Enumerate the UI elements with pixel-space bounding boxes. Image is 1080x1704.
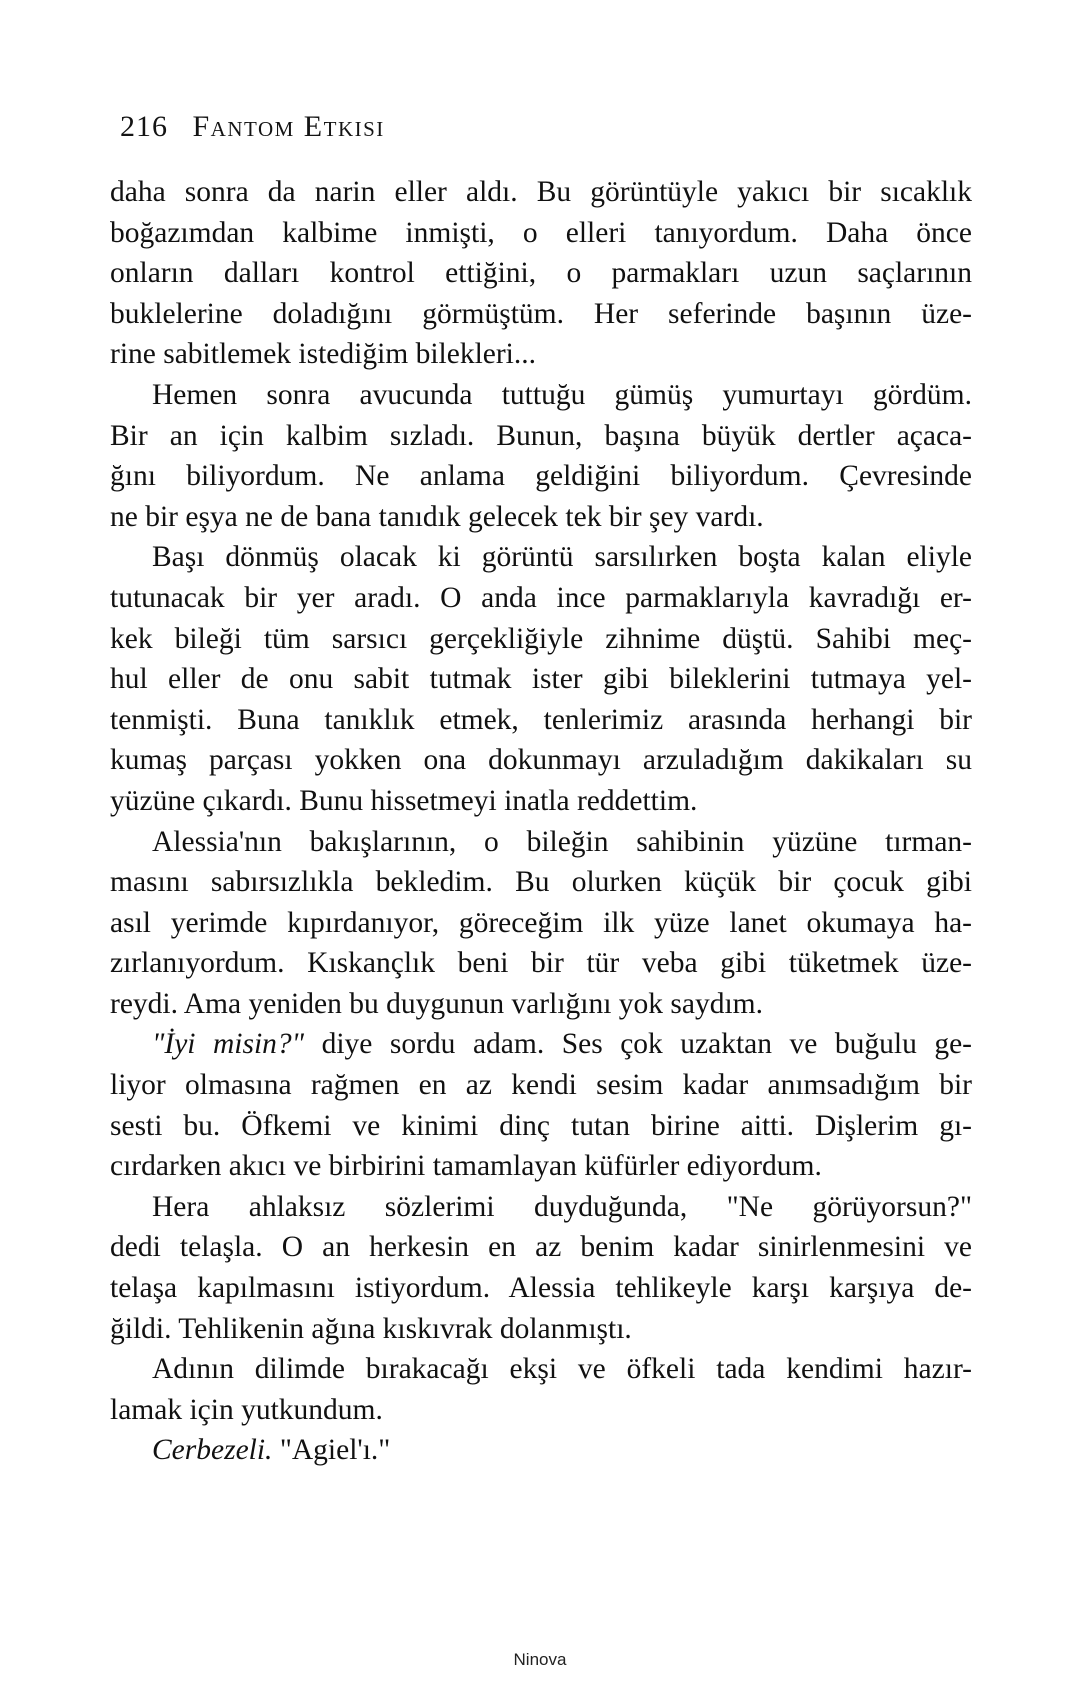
text-line: "İyi misin?" diye sordu adam. Ses çok uzaktan ve buğulu ge- — [152, 1028, 972, 1061]
text-line: dedi telaşla. O an herkesin en az benim kadar sinirlenmesini ve — [110, 1231, 972, 1264]
text-line: hul eller de onu sabit tutmak ister gibi bileklerini tutmaya yel- — [110, 663, 972, 696]
book-title: Fantom Etkisi — [192, 110, 385, 143]
text-line: sesti bu. Öfkemi ve kinimi dinç tutan birine aitti. Dişlerim gı- — [110, 1109, 972, 1142]
text-line: kek bileği tüm sarsıcı gerçekliğiyle zihnime düştü. Sahibi meç- — [110, 622, 972, 655]
page-number: 216 — [120, 110, 168, 143]
text-line: Adının dilimde bırakacağı ekşi ve öfkeli tada kendimi hazır- — [152, 1353, 972, 1386]
text-line: onların dalları kontrol ettiğini, o parmakları uzun saçlarının — [110, 257, 972, 290]
text-line: Hera ahlaksız sözlerimi duyduğunda, "Ne görüyorsun?" — [152, 1190, 972, 1223]
italic-word: Cerbezeli. — [152, 1434, 273, 1467]
text-line: Hemen sonra avucunda tuttuğu gümüş yumurtayı gördüm. — [152, 378, 972, 411]
running-head — [120, 110, 385, 144]
text-line: boğazımdan kalbime inmişti, o elleri tanıyordum. Daha önce — [110, 216, 972, 249]
text-line: Başı dönmüş olacak ki görüntü sarsılırken boşta kalan eliyle — [152, 541, 972, 574]
text-line: Bir an için kalbim sızladı. Bunun, başına büyük dertler açaca- — [110, 419, 972, 452]
italic-quote: "İyi misin?" — [152, 1028, 305, 1061]
text-line: tenmişti. Buna tanıklık etmek, tenlerimiz arasında herhangi bir — [110, 703, 972, 736]
text-line: lamak için yutkundum. — [110, 1393, 383, 1426]
text-line: buklelerine doladığını görmüştüm. Her seferinde başının üze- — [110, 297, 972, 330]
text-line: kumaş parçası yokken ona dokunmayı arzuladığım dakikaları su — [110, 744, 972, 777]
text-line: telaşa kapılmasını istiyordum. Alessia tehlikeyle karşı karşıya de- — [110, 1272, 972, 1305]
publisher-watermark: Ninova — [513, 1650, 567, 1669]
text-line: ğildi. Tehlikenin ağına kıskıvrak dolanmıştı. — [110, 1312, 632, 1345]
text-line: asıl yerimde kıpırdanıyor, göreceğim ilk yüze lanet okumaya ha- — [110, 906, 972, 939]
text-line: liyor olmasına rağmen en az kendi sesim kadar anımsadığım bir — [110, 1069, 972, 1102]
text-line: cırdarken akıcı ve birbirini tamamlayan küfürler ediyordum. — [110, 1150, 822, 1183]
text-line: ğını biliyordum. Ne anlama geldiğini biliyordum. Çevresinde — [110, 460, 972, 493]
text-line: Cerbezeli. "Agiel'ı." — [152, 1434, 391, 1467]
text-line: reydi. Ama yeniden bu duygunun varlığını yok saydım. — [110, 987, 764, 1020]
body-text — [110, 172, 972, 1471]
text-line: ne bir eşya ne de bana tanıdık gelecek tek bir şey vardı. — [110, 500, 764, 533]
text-line: rine sabitlemek istediğim bilekleri... — [110, 338, 537, 371]
text-line: masını sabırsızlıkla bekledim. Bu olurken küçük bir çocuk gibi — [110, 866, 972, 899]
text-line: daha sonra da narin eller aldı. Bu görüntüyle yakıcı bir sıcaklık — [110, 176, 972, 208]
text-line: zırlanıyordum. Kıskançlık beni bir tür veba gibi tüketmek üze- — [110, 947, 972, 980]
text-line: yüzüne çıkardı. Bunu hissetmeyi inatla reddettim. — [110, 784, 698, 817]
text-line: Alessia'nın bakışlarının, o bileğin sahibinin yüzüne tırman- — [152, 825, 972, 858]
text-line: tutunacak bir yer aradı. O anda ince parmaklarıyla kavradığı er- — [110, 581, 972, 614]
